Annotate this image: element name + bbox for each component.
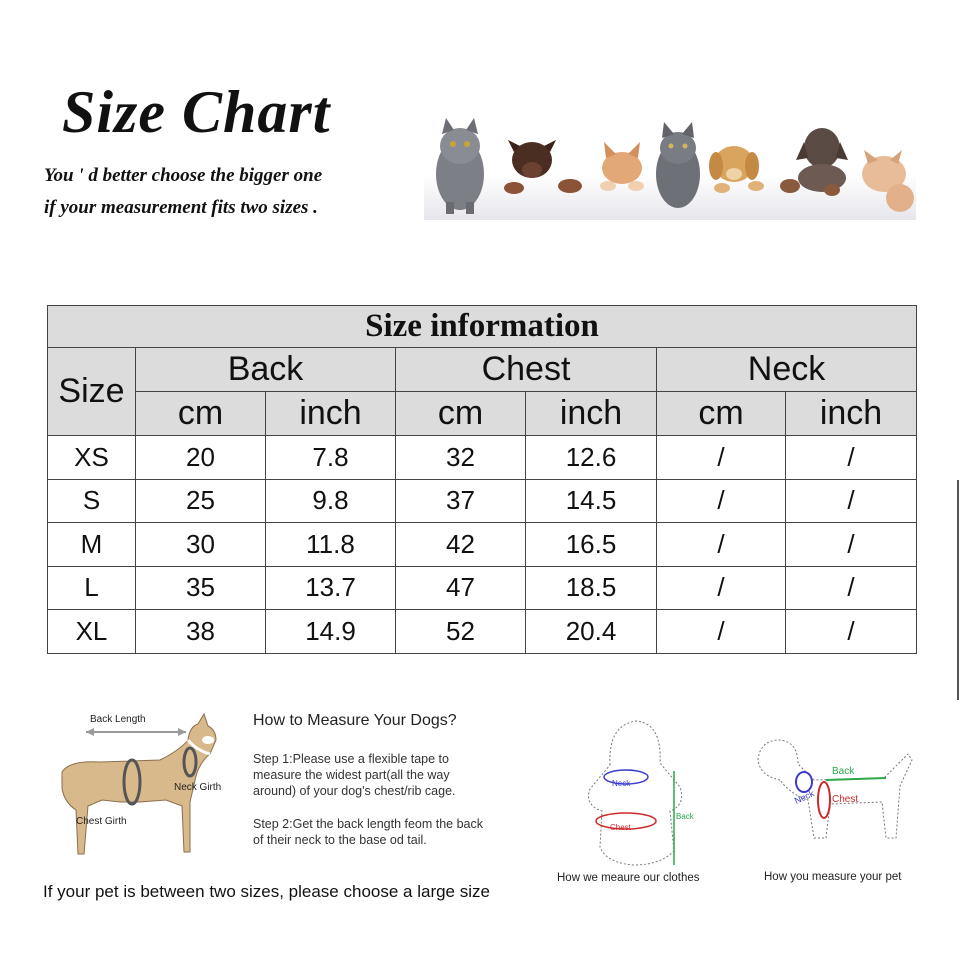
table-cell: / bbox=[786, 566, 917, 610]
back-group-header: Back bbox=[136, 348, 396, 392]
table-cell: / bbox=[786, 523, 917, 567]
table-cell: 25 bbox=[136, 479, 266, 523]
pet-back-label: Back bbox=[832, 766, 855, 777]
grey-cat-icon bbox=[436, 118, 484, 214]
table-cell: 32 bbox=[396, 436, 526, 480]
table-cell-size: XS bbox=[48, 436, 136, 480]
table-cell: 13.7 bbox=[266, 566, 396, 610]
unit-header: inch bbox=[526, 392, 657, 436]
dog-measurement-figure bbox=[40, 710, 250, 870]
table-cell-size: L bbox=[48, 566, 136, 610]
table-cell: / bbox=[786, 436, 917, 480]
unit-header: cm bbox=[136, 392, 266, 436]
neck-girth-label: Neck Girth bbox=[174, 782, 222, 793]
neck-group-header: Neck bbox=[657, 348, 917, 392]
table-cell-size: XL bbox=[48, 610, 136, 654]
table-cell: 20 bbox=[136, 436, 266, 480]
table-cell: 38 bbox=[136, 610, 266, 654]
brown-dog-icon bbox=[780, 128, 848, 196]
table-cell-size: S bbox=[48, 479, 136, 523]
clothes-neck-label: Neck bbox=[612, 779, 631, 788]
pets-banner-image bbox=[424, 112, 916, 220]
back-length-label: Back Length bbox=[90, 714, 146, 725]
table-cell: 14.5 bbox=[526, 479, 657, 523]
table-cell: / bbox=[657, 479, 786, 523]
chest-girth-label: Chest Girth bbox=[76, 816, 127, 827]
ginger-cat-icon bbox=[600, 142, 644, 191]
table-cell: 37 bbox=[396, 479, 526, 523]
measure-step-1: Step 1:Please use a flexible tape to measure the widest part(all the way around) of your dog's chest/rib cage. bbox=[253, 752, 456, 798]
pet-neck-label: Neck bbox=[792, 788, 816, 806]
table-cell: / bbox=[786, 610, 917, 654]
table-caption: Size information bbox=[48, 306, 917, 348]
unit-header: cm bbox=[657, 392, 786, 436]
table-cell: / bbox=[786, 479, 917, 523]
table-cell: / bbox=[657, 566, 786, 610]
table-row bbox=[48, 523, 917, 567]
chest-group-header: Chest bbox=[396, 348, 657, 392]
table-cell: 30 bbox=[136, 523, 266, 567]
pet-measurement-figure bbox=[750, 730, 920, 860]
table-cell: 42 bbox=[396, 523, 526, 567]
table-row bbox=[48, 610, 917, 654]
footer-note: If your pet is between two sizes, please choose a large size bbox=[43, 882, 490, 901]
table-cell: 9.8 bbox=[266, 479, 396, 523]
pet-caption: How you measure your pet bbox=[764, 871, 902, 883]
clothes-back-label: Back bbox=[676, 812, 694, 821]
tagline-line-2: if your measurement fits two sizes . bbox=[44, 197, 318, 218]
unit-header: cm bbox=[396, 392, 526, 436]
measure-title: How to Measure Your Dogs? bbox=[253, 712, 457, 729]
clothes-chest-label: Chest bbox=[610, 823, 631, 832]
clothes-caption: How we meaure our clothes bbox=[557, 872, 700, 884]
table-cell: 18.5 bbox=[526, 566, 657, 610]
table-row bbox=[48, 479, 917, 523]
table-cell-size: M bbox=[48, 523, 136, 567]
unit-header: inch bbox=[786, 392, 917, 436]
table-cell: 7.8 bbox=[266, 436, 396, 480]
size-table bbox=[47, 305, 917, 654]
size-column-header: Size bbox=[48, 348, 136, 436]
table-cell: 47 bbox=[396, 566, 526, 610]
table-row bbox=[48, 436, 917, 480]
table-cell: 35 bbox=[136, 566, 266, 610]
table-cell: 14.9 bbox=[266, 610, 396, 654]
table-row bbox=[48, 566, 917, 610]
unit-header: inch bbox=[266, 392, 396, 436]
table-cell: 52 bbox=[396, 610, 526, 654]
table-cell: 16.5 bbox=[526, 523, 657, 567]
edge-divider bbox=[957, 480, 959, 700]
table-cell: / bbox=[657, 523, 786, 567]
grey-kitten-icon bbox=[656, 122, 700, 208]
table-cell: / bbox=[657, 610, 786, 654]
table-cell: 12.6 bbox=[526, 436, 657, 480]
table-cell: 20.4 bbox=[526, 610, 657, 654]
tagline-line-1: You ' d better choose the bigger one bbox=[44, 165, 323, 186]
table-cell: 11.8 bbox=[266, 523, 396, 567]
clothes-measurement-figure bbox=[570, 715, 710, 875]
table-cell: / bbox=[657, 436, 786, 480]
page-title: Size Chart bbox=[62, 79, 331, 145]
pet-chest-label: Chest bbox=[832, 794, 859, 805]
measure-step-2: Step 2:Get the back length feom the back of their neck to the base od tail. bbox=[253, 817, 484, 847]
